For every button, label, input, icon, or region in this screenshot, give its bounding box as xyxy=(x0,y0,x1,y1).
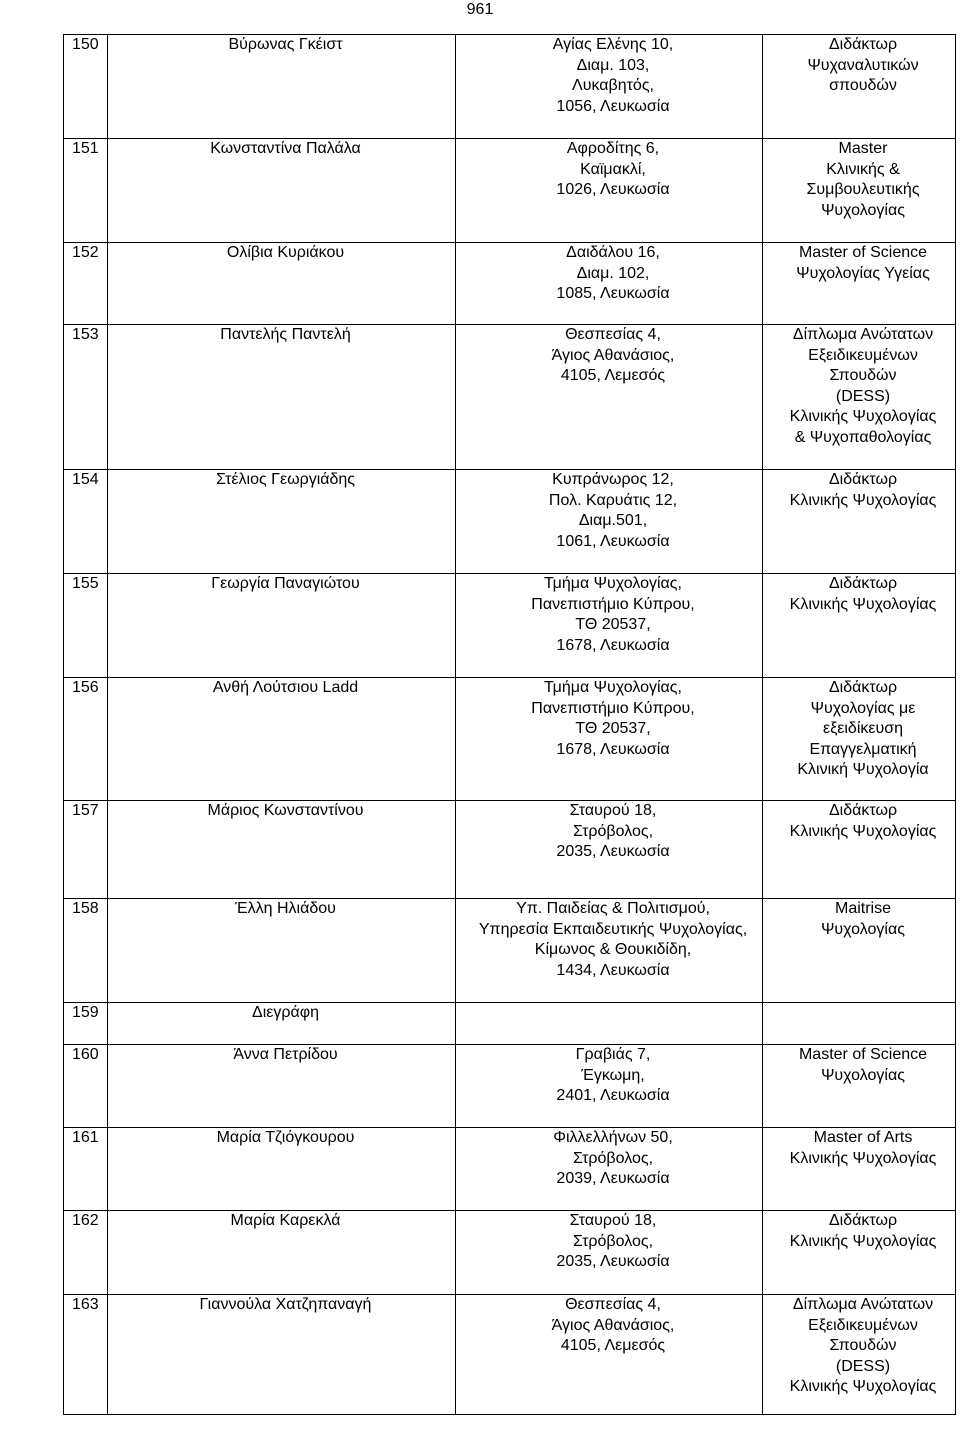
degree-line: Ψυχολογίας Υγείας xyxy=(796,264,930,282)
row-number: 153 xyxy=(64,325,108,470)
address-line: Διαμ.501, xyxy=(578,512,648,529)
address-line: Στρόβολος, xyxy=(572,1232,654,1250)
row-number: 154 xyxy=(64,470,108,574)
degree-cell xyxy=(763,1211,956,1295)
degree-line: Κλινική Ψυχολογία xyxy=(797,761,929,778)
degree-line: Δίπλωμα Ανώτατων xyxy=(792,1296,934,1313)
address-cell xyxy=(456,1211,763,1295)
address-line: Έγκωμη, xyxy=(581,1066,645,1084)
address-line: Πανεπιστήμιο Κύπρου, xyxy=(531,595,695,613)
address-line: Τμήμα Ψυχολογίας, xyxy=(544,575,682,592)
row-number: 160 xyxy=(64,1045,108,1128)
address-line: 1061, Λευκωσία xyxy=(556,532,670,550)
degree-line: Κλινικής Ψυχολογίας xyxy=(789,491,937,509)
table-row xyxy=(64,1211,956,1295)
degree-line: εξειδίκευση xyxy=(822,720,904,737)
address-line: Άγιος Αθανάσιος, xyxy=(551,1316,675,1334)
person-name: Μαρία Καρεκλά xyxy=(108,1211,456,1295)
degree-line: Ψυχολογίας xyxy=(821,920,905,938)
registry-body xyxy=(64,35,956,1415)
degree-line: Κλινικής Ψυχολογίας xyxy=(789,1378,937,1395)
address-line: Διαμ. 102, xyxy=(576,264,650,282)
degree-line: Σπουδών xyxy=(829,367,897,384)
address-line: Πανεπιστήμιο Κύπρου, xyxy=(531,699,695,717)
degree-line: Maitrise xyxy=(834,900,891,917)
address-line: 1678, Λευκωσία xyxy=(556,740,670,758)
address-cell xyxy=(456,899,763,1003)
address-line: ΤΘ 20537, xyxy=(575,720,651,737)
person-name: Άννα Πετρίδου xyxy=(108,1045,456,1128)
address-cell xyxy=(456,1045,763,1128)
degree-line: Κλινικής Ψυχολογίας xyxy=(789,822,937,840)
table-row xyxy=(64,678,956,801)
address-line: Θεσπεσίας 4, xyxy=(565,326,661,343)
degree-line: Σπουδών xyxy=(829,1337,897,1354)
page-number: 961 xyxy=(466,1,494,18)
address-cell xyxy=(456,1295,763,1415)
table-row xyxy=(64,139,956,243)
row-number: 163 xyxy=(64,1295,108,1415)
address-line: Αφροδίτης 6, xyxy=(566,140,660,157)
address-line: Τμήμα Ψυχολογίας, xyxy=(544,679,682,696)
table-row xyxy=(64,1128,956,1211)
table-row xyxy=(64,801,956,899)
address-line: Διαμ. 103, xyxy=(576,56,650,74)
address-line: 1434, Λευκωσία xyxy=(556,961,670,979)
address-cell xyxy=(456,678,763,801)
degree-line: Εξειδικευμένων xyxy=(808,346,918,364)
table-row xyxy=(64,899,956,1003)
row-number: 159 xyxy=(64,1003,108,1045)
degree-cell xyxy=(763,574,956,678)
degree-line: Διδάκτωρ xyxy=(828,471,898,488)
address-line: 4105, Λεμεσός xyxy=(560,367,666,384)
degree-cell xyxy=(763,325,956,470)
address-line: Αγίας Ελένης 10, xyxy=(552,36,674,53)
degree-line: Master of Science xyxy=(798,244,928,261)
address-line: 2035, Λευκωσία xyxy=(556,843,670,860)
table-row xyxy=(64,1295,956,1415)
degree-cell xyxy=(763,470,956,574)
address-line: Κυπράνωρος 12, xyxy=(552,471,674,488)
degree-cell xyxy=(763,801,956,899)
row-number: 157 xyxy=(64,801,108,899)
person-name: Μάριος Κωνσταντίνου xyxy=(108,801,456,899)
degree-line: Διδάκτωρ xyxy=(828,1212,898,1229)
address-line: 4105, Λεμεσός xyxy=(560,1337,666,1354)
row-number: 162 xyxy=(64,1211,108,1295)
address-cell xyxy=(456,801,763,899)
degree-cell xyxy=(763,139,956,243)
degree-line: & Ψυχοπαθολογίας xyxy=(794,428,932,446)
degree-line: Ψυχολογίας με xyxy=(810,699,916,717)
degree-line: Εξειδικευμένων xyxy=(808,1316,918,1334)
table-row xyxy=(64,470,956,574)
address-line: ΤΘ 20537, xyxy=(575,616,651,633)
degree-line: Δίπλωμα Ανώτατων xyxy=(792,326,934,343)
degree-cell xyxy=(763,678,956,801)
row-number: 150 xyxy=(64,35,108,139)
person-name: Γιαννούλα Χατζηπαναγή xyxy=(108,1295,456,1415)
address-line: 2401, Λευκωσία xyxy=(556,1087,670,1104)
person-name: Ανθή Λούτσιου Ladd xyxy=(108,678,456,801)
address-cell xyxy=(456,243,763,325)
person-name: Ολίβια Κυριάκου xyxy=(108,243,456,325)
degree-line: Διδάκτωρ xyxy=(828,679,898,696)
address-line: Λυκαβητός, xyxy=(572,77,654,94)
person-name: Στέλιος Γεωργιάδης xyxy=(108,470,456,574)
address-line: Φιλλελλήνων 50, xyxy=(553,1129,673,1146)
address-line: 2039, Λευκωσία xyxy=(556,1170,670,1187)
degree-line: (DESS) xyxy=(835,1357,891,1375)
address-line: 1085, Λευκωσία xyxy=(556,285,670,302)
address-line: Άγιος Αθανάσιος, xyxy=(551,346,675,364)
degree-line: Κλινικής Ψυχολογίας xyxy=(789,1232,937,1250)
address-cell xyxy=(456,325,763,470)
degree-cell xyxy=(763,1045,956,1128)
person-name: Μαρία Τζιόγκουρου xyxy=(108,1128,456,1211)
address-cell xyxy=(456,574,763,678)
row-number: 156 xyxy=(64,678,108,801)
table-row xyxy=(64,35,956,139)
degree-line: Master of Arts xyxy=(813,1129,913,1146)
table-row xyxy=(64,1045,956,1128)
address-cell xyxy=(456,1003,763,1045)
table-row xyxy=(64,243,956,325)
degree-line: σπουδών xyxy=(829,77,897,94)
degree-line: Κλινικής & xyxy=(826,160,900,178)
address-line: Δαιδάλου 16, xyxy=(566,244,660,261)
person-name: Βύρωνας Γκέιστ xyxy=(108,35,456,139)
address-line: Υπηρεσία Εκπαιδευτικής Ψυχολογίας, xyxy=(478,920,748,938)
address-line: Κίμωνος & Θουκιδίδη, xyxy=(534,941,692,958)
table-row xyxy=(64,574,956,678)
degree-line: Επαγγελματική xyxy=(809,740,917,758)
degree-line: Ψυχολογίας xyxy=(821,201,905,219)
degree-line: Master of Science xyxy=(798,1046,928,1063)
degree-cell xyxy=(763,1295,956,1415)
row-number: 152 xyxy=(64,243,108,325)
degree-line: Κλινικής Ψυχολογίας xyxy=(789,595,937,613)
address-line: Στρόβολος, xyxy=(572,822,654,840)
degree-line: Ψυχολογίας xyxy=(821,1066,905,1084)
degree-line: Συμβουλευτικής xyxy=(806,181,920,198)
degree-line: Κλινικής Ψυχολογίας xyxy=(789,1149,937,1167)
address-line: 1056, Λευκωσία xyxy=(556,97,670,115)
degree-line: Ψυχαναλυτικών xyxy=(807,56,919,74)
address-line: Στρόβολος, xyxy=(572,1149,654,1167)
person-name: Παντελής Παντελή xyxy=(108,325,456,470)
address-line: Καϊμακλί, xyxy=(580,160,646,178)
address-cell xyxy=(456,470,763,574)
address-cell xyxy=(456,1128,763,1211)
degree-cell xyxy=(763,35,956,139)
degree-line: Κλινικής Ψυχολογίας xyxy=(789,408,937,425)
address-line: 1026, Λευκωσία xyxy=(556,181,670,198)
address-line: 1678, Λευκωσία xyxy=(556,636,670,654)
person-name: Κωνσταντίνα Παλάλα xyxy=(108,139,456,243)
row-number: 155 xyxy=(64,574,108,678)
degree-cell xyxy=(763,1003,956,1045)
address-line: 2035, Λευκωσία xyxy=(556,1253,670,1270)
degree-line: (DESS) xyxy=(835,387,891,405)
table-row xyxy=(64,1003,956,1045)
address-line: Γραβιάς 7, xyxy=(575,1046,651,1063)
address-line: Σταυρού 18, xyxy=(569,802,657,819)
degree-cell xyxy=(763,243,956,325)
person-name: Διεγράφη xyxy=(108,1003,456,1045)
degree-cell xyxy=(763,1128,956,1211)
degree-cell xyxy=(763,899,956,1003)
address-cell xyxy=(456,35,763,139)
person-name: Γεωργία Παναγιώτου xyxy=(108,574,456,678)
address-line: Θεσπεσίας 4, xyxy=(565,1296,661,1313)
degree-line: Διδάκτωρ xyxy=(828,802,898,819)
row-number: 158 xyxy=(64,899,108,1003)
row-number: 151 xyxy=(64,139,108,243)
degree-line: Διδάκτωρ xyxy=(828,575,898,592)
table-row xyxy=(64,325,956,470)
address-cell xyxy=(456,139,763,243)
person-name: Έλλη Ηλιάδου xyxy=(108,899,456,1003)
address-line: Υπ. Παιδείας & Πολιτισμού, xyxy=(516,900,710,917)
degree-line: Master xyxy=(838,140,888,157)
address-line: Σταυρού 18, xyxy=(569,1212,657,1229)
row-number: 161 xyxy=(64,1128,108,1211)
registry-table xyxy=(63,34,956,1415)
address-line: Πολ. Καρυάτις 12, xyxy=(548,491,678,509)
degree-line: Διδάκτωρ xyxy=(828,36,898,53)
